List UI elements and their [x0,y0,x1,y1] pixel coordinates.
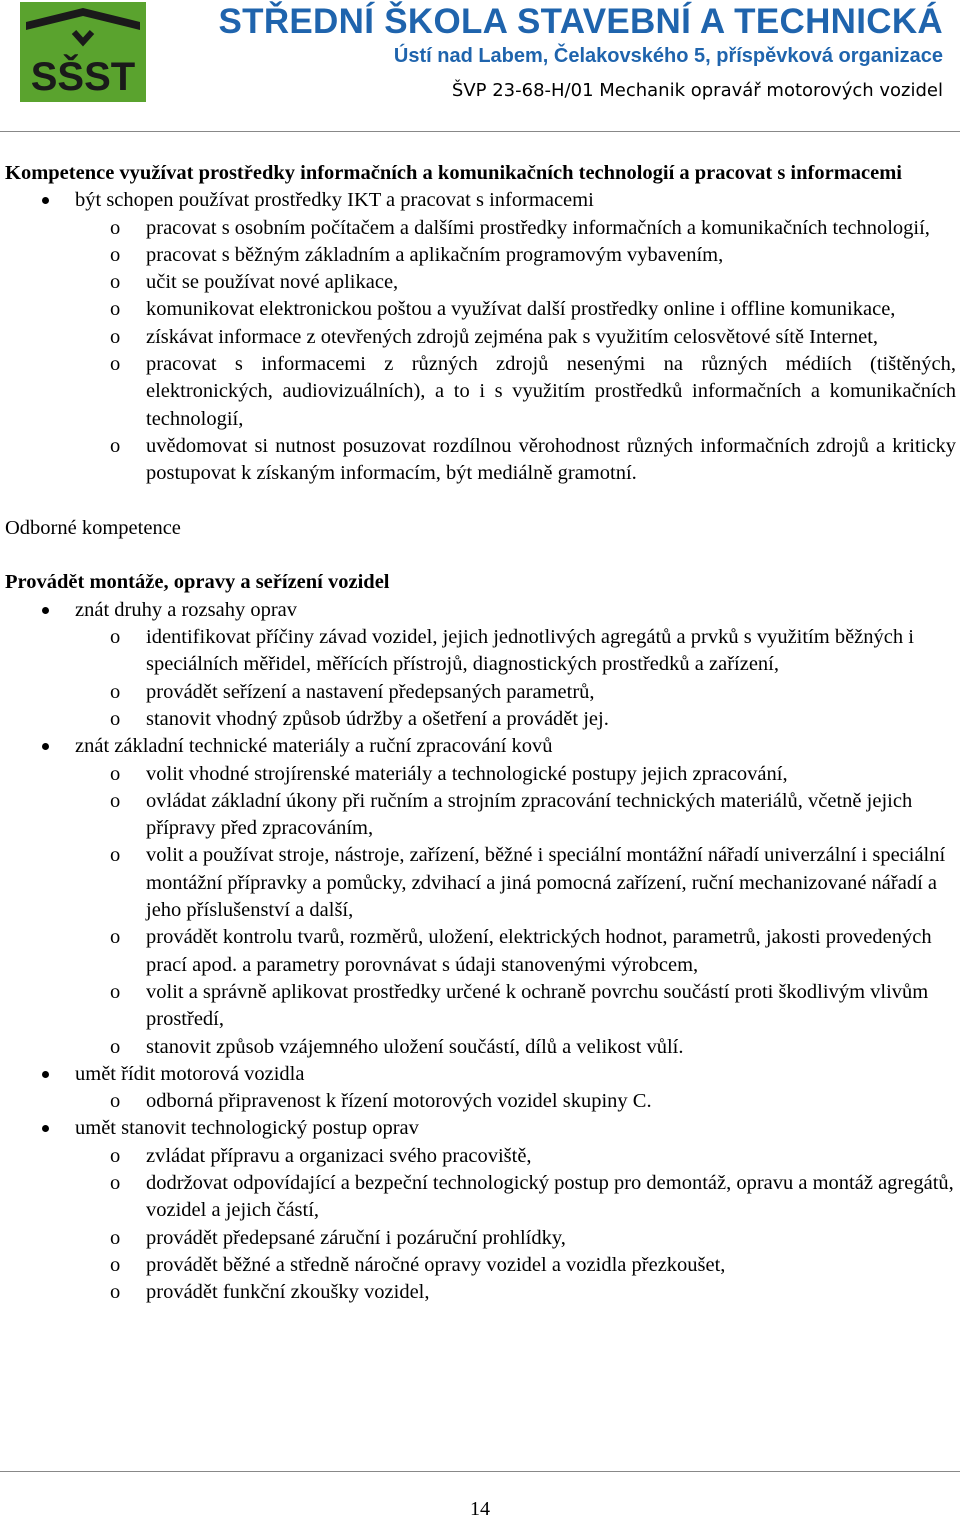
circle-marker: o [110,243,121,266]
sub-list [75,1143,956,1307]
list-item-text: znát druhy a rozsahy oprav [75,598,297,621]
circle-marker: o [110,980,121,1003]
document-body [5,160,956,1306]
circle-marker: o [110,353,121,376]
circle-marker: o [110,325,121,348]
circle-marker: o [110,271,121,294]
bullet-icon [42,607,49,614]
subsection-heading: Provádět montáže, opravy a seřízení vozidel [5,571,390,594]
sub-list-item: o provádět funkční zkoušky vozidel, [75,1279,956,1306]
sub-list-item: o odborná připravenost k řízení motorových vozidel skupiny C. [75,1088,956,1115]
list-item [5,733,956,1061]
sub-list-item: o provádět předepsané záruční i pozáruční prohlídky, [75,1225,956,1252]
sub-list [75,1088,956,1115]
circle-marker: o [110,1226,121,1249]
circle-marker: o [110,707,121,730]
sub-list-item: o provádět běžné a středně náročné opravy vozidel a vozidla přezkoušet, [75,1252,956,1279]
sub-list [75,215,956,488]
circle-marker: o [110,626,121,649]
sub-list-item: o pracovat s osobním počítačem a dalšími prostředky informačních a komunikačních technologií, [75,215,956,242]
sub-list-item: o volit a používat stroje, nástroje, zařízení, běžné i speciální montážní nářadí univerzální i speciální montážní přípravky a pomůcky, zdvihací a jiná pomocná zařízení, ruční mechanizované nářadí a jeho příslušenství a další, [110,844,946,922]
circle-marker: o [110,680,121,703]
list-item [5,597,956,733]
circle-marker: o [110,762,121,785]
sub-list-item: o volit a správně aplikovat prostředky určené k ochraně povrchu součástí proti škodlivým vlivům prostředí, [110,980,929,1031]
circle-marker: o [110,1281,121,1304]
sub-list-item: o uvědomovat si nutnost posuzovat rozdílnou věrohodnost různých informačních zdrojů a kriticky postupovat k získaným informacím, být mediálně gramotní. [110,434,956,485]
sub-list-item: o stanovit způsob vzájemného uložení součástí, dílů a velikost vůlí. [75,1034,956,1061]
professional-list [5,597,956,1307]
sub-list [75,624,956,733]
circle-marker: o [110,216,121,239]
circle-marker: o [110,1253,121,1276]
list-item [5,1061,956,1116]
list-item-text: znát základní technické materiály a ruční zpracování kovů [75,735,553,758]
list-item-text: být schopen používat prostředky IKT a pracovat s informacemi [75,189,594,212]
logo-letters: SŠST [30,55,136,99]
section-heading-professional: Odborné kompetence [5,516,181,539]
ict-list [5,187,956,487]
sub-list-item: o identifikovat příčiny závad vozidel, jejich jednotlivých agregátů a prvků s využitím běžných i speciálních měřidel, měřících přístrojů, diagnostických prostředků a zařízení, [110,626,914,676]
sub-list-item: o stanovit vhodný způsob údržby a ošetření a provádět jej. [75,706,956,733]
circle-marker: o [110,1090,121,1113]
footer-divider [0,1471,960,1472]
bullet-icon [42,197,49,204]
sub-list-item: o získávat informace z otevřených zdrojů zejména pak s využitím celosvětové sítě Internet, [75,324,956,351]
circle-marker: o [110,789,121,812]
sub-list-item: o pracovat s běžným základním a aplikačním programovým vybavením, [75,242,956,269]
page-number: 14 [470,1498,490,1520]
sub-list-item: o provádět kontrolu tvarů, rozměrů, uložení, elektrických hodnot, parametrů, jakosti provedených prací apod. a parametry porovnávat s údaji stanovenými výrobcem, [110,926,932,976]
bullet-icon [42,743,49,750]
sub-list-item: o volit vhodné strojírenské materiály a technologické postupy jejich zpracování, [75,761,956,788]
sub-list-item: o ovládat základní úkony při ručním a strojním zpracování technických materiálů, včetně jejich přípravy před zpracováním, [110,789,913,840]
bullet-icon [42,1125,49,1132]
list-item-text: umět řídit motorová vozidla [75,1062,305,1085]
header-divider [0,131,960,132]
sub-list-item: o dodržovat odpovídající a bezpeční technologický postup pro demontáž, opravu a montáž agregátů, vozidel a jejich částí, [110,1171,954,1222]
circle-marker: o [110,298,121,321]
sub-list-item: o pracovat s informacemi z různých zdrojů nesenými na různých médiích (tištěných, elektronických, audiovizuálních), a to i s využitím prostředků informačních a komunikačních technologií, [110,353,956,430]
page-header [0,0,960,132]
sub-list-item: o zvládat přípravu a organizaci svého pracoviště, [75,1143,956,1170]
circle-marker: o [110,844,121,867]
list-item [5,187,956,487]
circle-marker: o [110,1035,121,1058]
school-name: STŘEDNÍ ŠKOLA STAVEBNÍ A TECHNICKÁ [218,2,943,41]
school-logo [20,2,146,102]
circle-marker: o [110,434,121,457]
circle-marker: o [110,926,121,949]
sub-list-item: o učit se používat nové aplikace, [75,269,956,296]
sub-list-item: o komunikovat elektronickou poštou a využívat další prostředky online i offline komunikace, [75,296,956,323]
circle-marker: o [110,1144,121,1167]
bullet-icon [42,1071,49,1078]
list-item-text: umět stanovit technologický postup oprav [75,1117,419,1140]
school-address: Ústí nad Labem, Čelakovského 5, příspěvková organizace [393,45,943,67]
circle-marker: o [110,1171,121,1194]
program-code: ŠVP 23-68-H/01 Mechanik opravář motorových vozidel [451,80,943,101]
list-item [5,1115,956,1306]
sub-list [75,761,956,1061]
section-heading-ict: Kompetence využívat prostředky informačních a komunikačních technologií a pracovat s informacemi [5,162,903,184]
sub-list-item: o provádět seřízení a nastavení předepsaných parametrů, [75,679,956,706]
